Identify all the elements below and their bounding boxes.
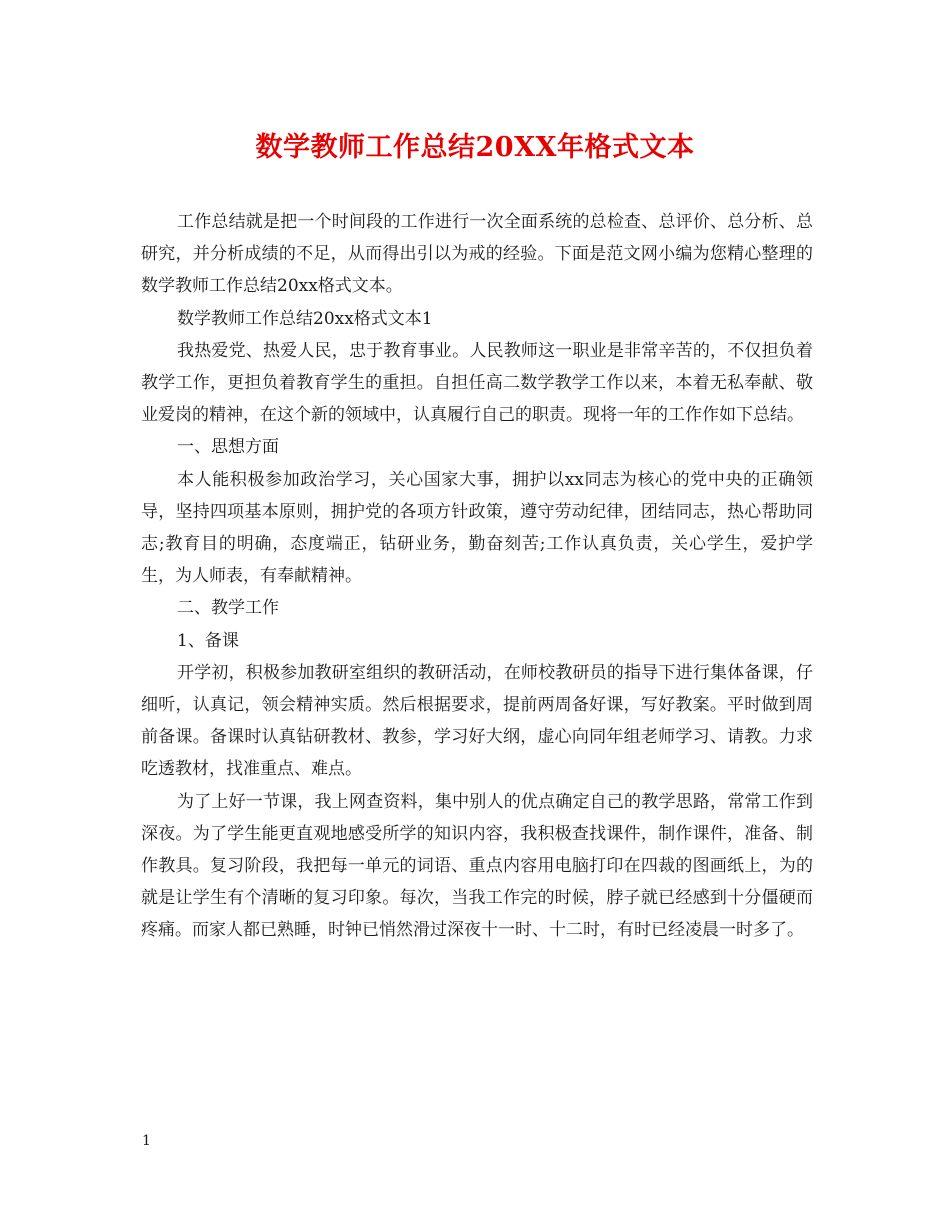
intro-paragraph: 工作总结就是把一个时间段的工作进行一次全面系统的总检查、总评价、总分析、总研究，并分析成绩的不足，从而得出引以为戒的经验。下面是范文网小编为您精心整理的数学教师工作总结20xx格式文本。 <box>141 212 813 297</box>
document-body <box>141 206 813 947</box>
section-heading-teaching: 二、教学工作 <box>177 598 279 619</box>
page-number: 1 <box>142 1133 151 1149</box>
section-heading-thought: 一、思想方面 <box>177 437 279 458</box>
section-heading-1: 数学教师工作总结20xx格式文本1 <box>177 308 433 329</box>
document-title: 数学教师工作总结20XX年格式文本 <box>255 132 695 163</box>
body-paragraph: 我热爱党、热爱人民，忠于教育事业。人民教师这一职业是非常辛苦的，不仅担负着教学工作，更担负着教育学生的重担。自担任高二数学教学工作以来，本着无私奉献、敬业爱岗的精神，在这个新的领域中，认真履行自己的职责。现将一年的工作作如下总结。 <box>141 340 813 426</box>
body-paragraph: 开学初，积极参加教研室组织的教研活动，在师校教研员的指导下进行集体备课，仔细听，认真记，领会精神实质。然后根据要求，提前两周备好课，写好教案。平时做到周前备课。备课时认真钻研教材、教参，学习好大纲，虚心向同年组老师学习、请教。力求吃透教材，找准重点、难点。 <box>141 662 813 780</box>
subsection-heading-prep: 1、备课 <box>177 630 239 651</box>
body-paragraph: 本人能积极参加政治学习，关心国家大事，拥护以xx同志为核心的党中央的正确领导，坚持四项基本原则，拥护党的各项方针政策，遵守劳动纪律，团结同志，热心帮助同志;教育目的明确，态度端正，钻研业务，勤奋刻苦;工作认真负责，关心学生，爱护学生，为人师表，有奉献精神。 <box>141 469 813 587</box>
body-paragraph: 为了上好一节课，我上网查资料，集中别人的优点确定自己的教学思路，常常工作到深夜。为了学生能更直观地感受所学的知识内容，我积极查找课件，制作课件，准备、制作教具。复习阶段，我把每一单元的词语、重点内容用电脑打印在四裁的图画纸上，为的就是让学生有个清晰的复习印象。每次，当我工作完的时候，脖子就已经感到十分僵硬而疼痛。而家人都已熟睡，时钟已悄然滑过深夜十一时、十二时，有时已经凌晨一时多了。 <box>141 791 813 941</box>
